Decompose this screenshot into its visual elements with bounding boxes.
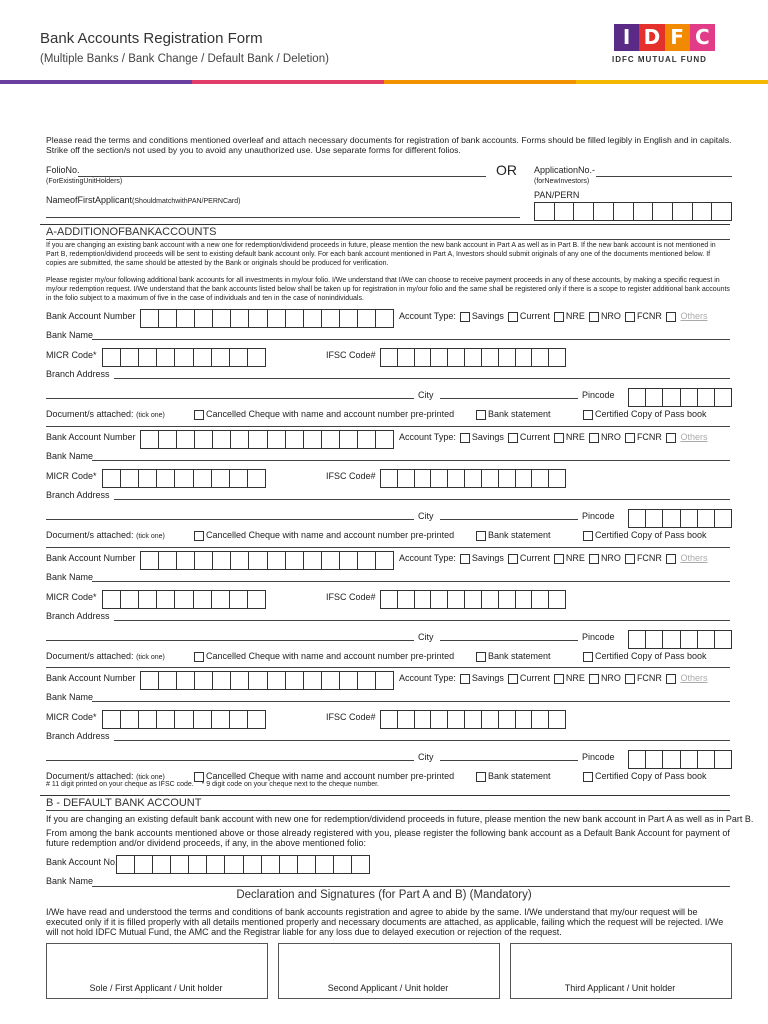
savings-label: Savings <box>471 673 504 683</box>
statement-checkbox[interactable] <box>476 410 486 420</box>
branch-address-input-2[interactable] <box>46 398 414 399</box>
form-subtitle: (Multiple Banks / Bank Change / Default Bank / Deletion) <box>40 53 329 65</box>
account-type-label: Account Type: <box>399 673 456 683</box>
nre-label: NRE <box>565 673 585 683</box>
fcnr-label: FCNR <box>636 311 662 321</box>
bank-name-input[interactable] <box>92 339 730 340</box>
bank-account-label: Bank Account Number <box>46 432 136 442</box>
micr-label: MICR Code* <box>46 712 97 722</box>
current-label: Current <box>519 311 550 321</box>
fcnr-checkbox[interactable] <box>625 674 635 684</box>
cheque-label: Cancelled Cheque with name and account number pre-printed <box>206 530 455 540</box>
current-checkbox[interactable] <box>508 674 518 684</box>
documents-label: Document/s attached: <box>46 771 134 781</box>
tick-note: (tick one) <box>136 533 165 540</box>
micr-input[interactable] <box>102 469 266 488</box>
cheque-label: Cancelled Cheque with name and account number pre-printed <box>206 651 455 661</box>
logo-letter: D <box>639 24 664 51</box>
ifsc-input[interactable] <box>380 590 566 609</box>
folio-input[interactable] <box>78 176 486 177</box>
fcnr-label: FCNR <box>636 673 662 683</box>
ifsc-input[interactable] <box>380 710 566 729</box>
nro-label: NRO <box>600 311 621 321</box>
application-label: ApplicationNo.- <box>534 165 596 175</box>
passbook-checkbox[interactable] <box>583 410 593 420</box>
bank-name-label: Bank Name <box>46 572 94 582</box>
branch-address-label: Branch Address <box>46 731 110 741</box>
bank-account-input[interactable] <box>140 551 394 570</box>
tick-note: (tick one) <box>136 412 165 419</box>
bank-account-input[interactable] <box>140 671 394 690</box>
pan-label: PAN/PERN <box>534 190 580 200</box>
others-label: Others <box>680 553 708 563</box>
savings-checkbox[interactable] <box>460 554 470 564</box>
nre-checkbox[interactable] <box>554 312 564 322</box>
statement-label: Bank statement <box>488 771 551 781</box>
nre-label: NRE <box>565 553 585 563</box>
signature-label-third: Third Applicant / Unit holder <box>564 983 676 993</box>
pan-input[interactable] <box>534 202 732 221</box>
pincode-input[interactable] <box>628 388 732 407</box>
nro-checkbox[interactable] <box>589 674 599 684</box>
micr-input[interactable] <box>102 348 266 367</box>
branch-address-label: Branch Address <box>46 369 110 379</box>
nre-label: NRE <box>565 432 585 442</box>
bank-name-input[interactable] <box>92 581 730 582</box>
passbook-label: Certified Copy of Pass book <box>595 530 707 540</box>
others-checkbox[interactable] <box>666 554 676 564</box>
pincode-label: Pincode <box>582 511 615 521</box>
nro-checkbox[interactable] <box>589 433 599 443</box>
nre-checkbox[interactable] <box>554 554 564 564</box>
current-checkbox[interactable] <box>508 554 518 564</box>
form-title: Bank Accounts Registration Form <box>40 30 263 47</box>
savings-checkbox[interactable] <box>460 674 470 684</box>
nro-label: NRO <box>600 553 621 563</box>
micr-input[interactable] <box>102 710 266 729</box>
savings-label: Savings <box>471 432 504 442</box>
folio-note: (ForExistingUnitHolders) <box>46 178 123 185</box>
nro-label: NRO <box>600 673 621 683</box>
passbook-label: Certified Copy of Pass book <box>595 651 707 661</box>
account-type-label: Account Type: <box>399 553 456 563</box>
pincode-input[interactable] <box>628 509 732 528</box>
ifsc-label: IFSC Code# <box>326 712 376 722</box>
others-label: Others <box>680 432 708 442</box>
pincode-input[interactable] <box>628 630 732 649</box>
passbook-checkbox[interactable] <box>583 531 593 541</box>
passbook-checkbox[interactable] <box>583 772 593 782</box>
part-a-para2: Please register my/our following additional bank accounts for all investments in my/our folio. I/We understand that I/We can choose to receive payment proceeds in any of these accounts, by making a specific request in my/our redemption request. I/We understand that the bank accounts listed below shall be taken up for registration in my/our folio and the same shall be registered only if there is a scope to register additional bank accounts in the folio subject to a maximum of five in the case of individuals and ten in the case of nonindividuals. <box>46 277 730 302</box>
ifsc-label: IFSC Code# <box>326 350 376 360</box>
branch-address-label: Branch Address <box>46 490 110 500</box>
application-note: (forNewInvestors) <box>534 178 590 185</box>
nro-checkbox[interactable] <box>589 554 599 564</box>
statement-checkbox[interactable] <box>476 772 486 782</box>
pincode-label: Pincode <box>582 752 615 762</box>
ifsc-input[interactable] <box>380 348 566 367</box>
branch-address-input[interactable] <box>114 499 730 500</box>
bank-name-input[interactable] <box>92 460 730 461</box>
declaration-heading: Declaration and Signatures (for Part A and B) (Mandatory) <box>236 889 532 901</box>
branch-address-label: Branch Address <box>46 611 110 621</box>
folio-label: FolioNo. <box>46 165 80 175</box>
nro-label: NRO <box>600 432 621 442</box>
bank-account-label: Bank Account Number <box>46 673 136 683</box>
city-label: City <box>418 632 434 642</box>
bank-account-label: Bank Account Number <box>46 553 136 563</box>
savings-label: Savings <box>471 553 504 563</box>
others-checkbox[interactable] <box>666 312 676 322</box>
idfc-logo <box>614 24 715 51</box>
savings-checkbox[interactable] <box>460 433 470 443</box>
current-label: Current <box>519 553 550 563</box>
account-type-label: Account Type: <box>399 311 456 321</box>
footnote-micr: * 9 digit code on your cheque next to the cheque number. <box>201 781 379 788</box>
city-input[interactable] <box>440 760 578 761</box>
nre-label: NRE <box>565 311 585 321</box>
passbook-label: Certified Copy of Pass book <box>595 771 707 781</box>
branch-address-input-2[interactable] <box>46 519 414 520</box>
cheque-checkbox[interactable] <box>194 531 204 541</box>
account-type-label: Account Type: <box>399 432 456 442</box>
footnote-ifsc: # 11 digit printed on your cheque as IFSC code. <box>46 781 194 788</box>
cheque-label: Cancelled Cheque with name and account number pre-printed <box>206 409 455 419</box>
part-b-para1: If you are changing an existing default bank account with new one for redemption/dividend proceeds in future, please mention the new bank account in Part A as well as in Part B. <box>46 814 754 824</box>
fcnr-checkbox[interactable] <box>625 312 635 322</box>
branch-address-input[interactable] <box>114 620 730 621</box>
city-input[interactable] <box>440 640 578 641</box>
bank-name-label: Bank Name <box>46 692 94 702</box>
logo-caption: IDFC MUTUAL FUND <box>612 55 707 64</box>
first-applicant-input[interactable] <box>46 217 520 218</box>
passbook-checkbox[interactable] <box>583 652 593 662</box>
documents-label: Document/s attached: <box>46 651 134 661</box>
bank-account-label: Bank Account Number <box>46 311 136 321</box>
others-label: Others <box>680 673 708 683</box>
micr-label: MICR Code* <box>46 592 97 602</box>
documents-label: Document/s attached: <box>46 530 134 540</box>
default-acc-input[interactable] <box>116 855 370 874</box>
statement-checkbox[interactable] <box>476 652 486 662</box>
fcnr-label: FCNR <box>636 432 662 442</box>
pincode-label: Pincode <box>582 390 615 400</box>
micr-input[interactable] <box>102 590 266 609</box>
micr-label: MICR Code* <box>46 471 97 481</box>
fcnr-label: FCNR <box>636 553 662 563</box>
city-input[interactable] <box>440 519 578 520</box>
city-label: City <box>418 511 434 521</box>
cheque-checkbox[interactable] <box>194 410 204 420</box>
statement-label: Bank statement <box>488 651 551 661</box>
ifsc-label: IFSC Code# <box>326 471 376 481</box>
current-checkbox[interactable] <box>508 312 518 322</box>
declaration-text: I/We have read and understood the terms and conditions of bank accounts registration and agree to abide by the same. I/We understand that my/our request will be executed only if it is filled properly with all details mentioned properly and necessary documents are attached, as applicable, failing which the request will be rejected. I/We will not hold IDFC Mutual Fund, the AMC and the Registrar liable for any loss due to delayed execution or rejection of the request. <box>46 907 724 937</box>
others-checkbox[interactable] <box>666 674 676 684</box>
savings-checkbox[interactable] <box>460 312 470 322</box>
ifsc-label: IFSC Code# <box>326 592 376 602</box>
first-applicant-label: NameofFirstApplicant <box>46 195 133 205</box>
bank-name-input[interactable] <box>92 701 730 702</box>
city-label: City <box>418 390 434 400</box>
part-a-heading: A-ADDITIONOFBANKACCOUNTS <box>46 226 217 238</box>
statement-label: Bank statement <box>488 409 551 419</box>
nro-checkbox[interactable] <box>589 312 599 322</box>
intro-text: Please read the terms and conditions mentioned overleaf and attach necessary documents for registration of bank accounts. Forms should be filled legibly in English and in capitals. Strike off the section/s not used by you to avoid any unauthorized use. Use separate forms for different folios. <box>46 135 732 155</box>
nre-checkbox[interactable] <box>554 433 564 443</box>
logo-letter: I <box>614 24 639 51</box>
part-a-para1: If you are changing an existing bank account with a new one for redemption/dividend proceeds in future, please mention the new bank account in Part A as well as in Part B. If the new bank account is not mentioned in Part B, redemption/dividend proceeds will be sent to existing default bank account only. For each bank account mentioned in Part A, Investors should submit originals of any one of the documents mentioned below. If copies are submitted, the same should be attested by the Bank or originals should be produced for verification. <box>46 242 716 267</box>
savings-label: Savings <box>471 311 504 321</box>
bank-account-input[interactable] <box>140 309 394 328</box>
statement-checkbox[interactable] <box>476 531 486 541</box>
fcnr-checkbox[interactable] <box>625 433 635 443</box>
logo-letter: C <box>690 24 715 51</box>
current-label: Current <box>519 432 550 442</box>
branch-address-input-2[interactable] <box>46 760 414 761</box>
pincode-input[interactable] <box>628 750 732 769</box>
application-input[interactable] <box>596 176 732 177</box>
current-label: Current <box>519 673 550 683</box>
default-acc-label: Bank Account No. <box>46 857 118 867</box>
branch-address-input[interactable] <box>114 378 730 379</box>
default-bank-label: Bank Name <box>46 876 94 886</box>
pincode-label: Pincode <box>582 632 615 642</box>
fcnr-checkbox[interactable] <box>625 554 635 564</box>
tick-note: (tick one) <box>136 774 165 781</box>
part-b-para2: From among the bank accounts mentioned above or those already registered with you, please register the following bank account as a Default Bank Account for payment of future redemption and/or dividend proceeds, if any, in the above mentioned folio: <box>46 828 730 848</box>
branch-address-input[interactable] <box>114 740 730 741</box>
current-checkbox[interactable] <box>508 433 518 443</box>
bank-name-label: Bank Name <box>46 330 94 340</box>
or-label: OR <box>496 162 517 178</box>
logo-letter: F <box>665 24 690 51</box>
tick-note: (tick one) <box>136 654 165 661</box>
ifsc-input[interactable] <box>380 469 566 488</box>
branch-address-input-2[interactable] <box>46 640 414 641</box>
bank-account-input[interactable] <box>140 430 394 449</box>
first-applicant-note: (ShouldmatchwithPAN/PERNCard) <box>132 198 241 205</box>
micr-label: MICR Code* <box>46 350 97 360</box>
documents-label: Document/s attached: <box>46 409 134 419</box>
cheque-checkbox[interactable] <box>194 652 204 662</box>
others-checkbox[interactable] <box>666 433 676 443</box>
city-input[interactable] <box>440 398 578 399</box>
cheque-label: Cancelled Cheque with name and account number pre-printed <box>206 771 455 781</box>
nre-checkbox[interactable] <box>554 674 564 684</box>
bank-name-label: Bank Name <box>46 451 94 461</box>
part-b-heading: B - DEFAULT BANK ACCOUNT <box>46 797 202 809</box>
signature-label-first: Sole / First Applicant / Unit holder <box>89 983 223 993</box>
color-bar <box>0 80 768 84</box>
signature-label-second: Second Applicant / Unit holder <box>327 983 449 993</box>
default-bank-input[interactable] <box>92 886 730 887</box>
statement-label: Bank statement <box>488 530 551 540</box>
others-label: Others <box>680 311 708 321</box>
city-label: City <box>418 752 434 762</box>
passbook-label: Certified Copy of Pass book <box>595 409 707 419</box>
